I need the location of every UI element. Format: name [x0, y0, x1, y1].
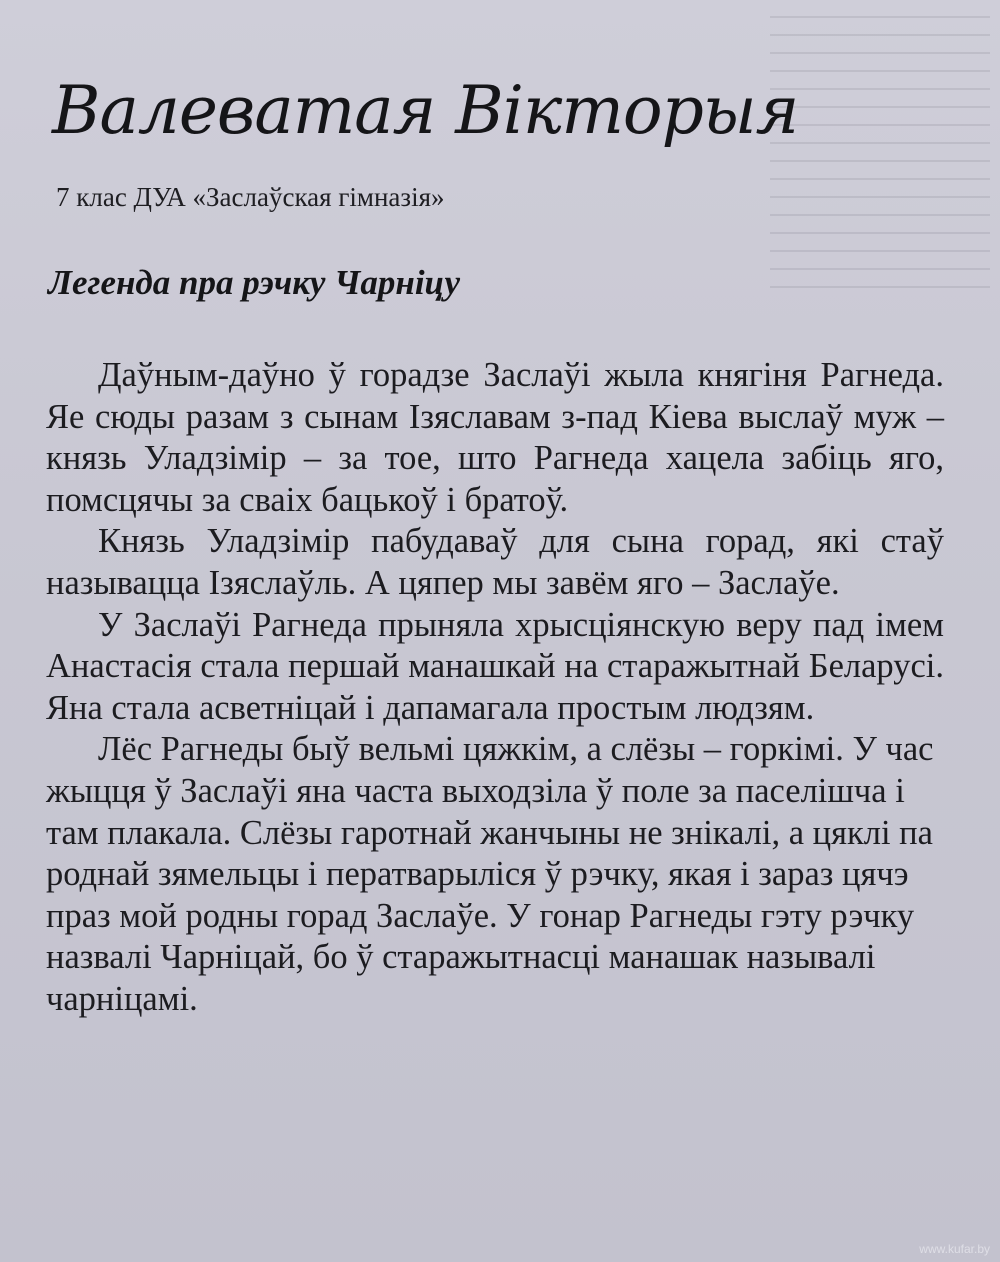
story-title: Легенда пра рэчку Чарніцу	[48, 263, 460, 302]
paragraph: Лёс Рагнеды быў вельмі цяжкім, а слёзы – горкімі. У час жыцця ў Заслаўі яна часта выходзіла ў поле за паселішча і там плакала. Слёзы гаротнай жанчыны не знікалі, а цяклі па роднай зямельцы і ператварыліся ў рэчку, якая і зараз цячэ праз мой родны горад Заслаўе. У гонар Рагнеды гэту рэчку назвалі Чарніцай, бо ў старажытнасці манашак называлі чарніцамі.	[46, 730, 934, 1018]
show-through-text	[770, 0, 1000, 320]
watermark: www.kufar.by	[919, 1242, 990, 1256]
story-body	[46, 355, 944, 1021]
paragraph: У Заслаўі Рагнеда прыняла хрысціянскую веру пад імем Анастасія стала першай манашкай на старажытнай Беларусі. Яна стала асветніцай і дапамагала простым людзям.	[46, 605, 944, 727]
paragraph: Даўным-даўно ў горадзе Заслаўі жыла княгіня Рагнеда. Яе сюды разам з сынам Ізяславам з-пад Кіева выслаў муж – князь Уладзімір – за тое, што Рагнеда хацела забіць яго, помсцячы за сваіх бацькоў і братоў.	[46, 356, 944, 519]
author-school: 7 клас ДУА «Заслаўская гімназія»	[56, 182, 445, 212]
author-name: Валеватая Вікторыя	[52, 72, 799, 149]
paragraph: Князь Уладзімір пабудаваў для сына горад, які стаў называцца Ізяслаўль. А цяпер мы завём яго – Заслаўе.	[46, 522, 944, 602]
